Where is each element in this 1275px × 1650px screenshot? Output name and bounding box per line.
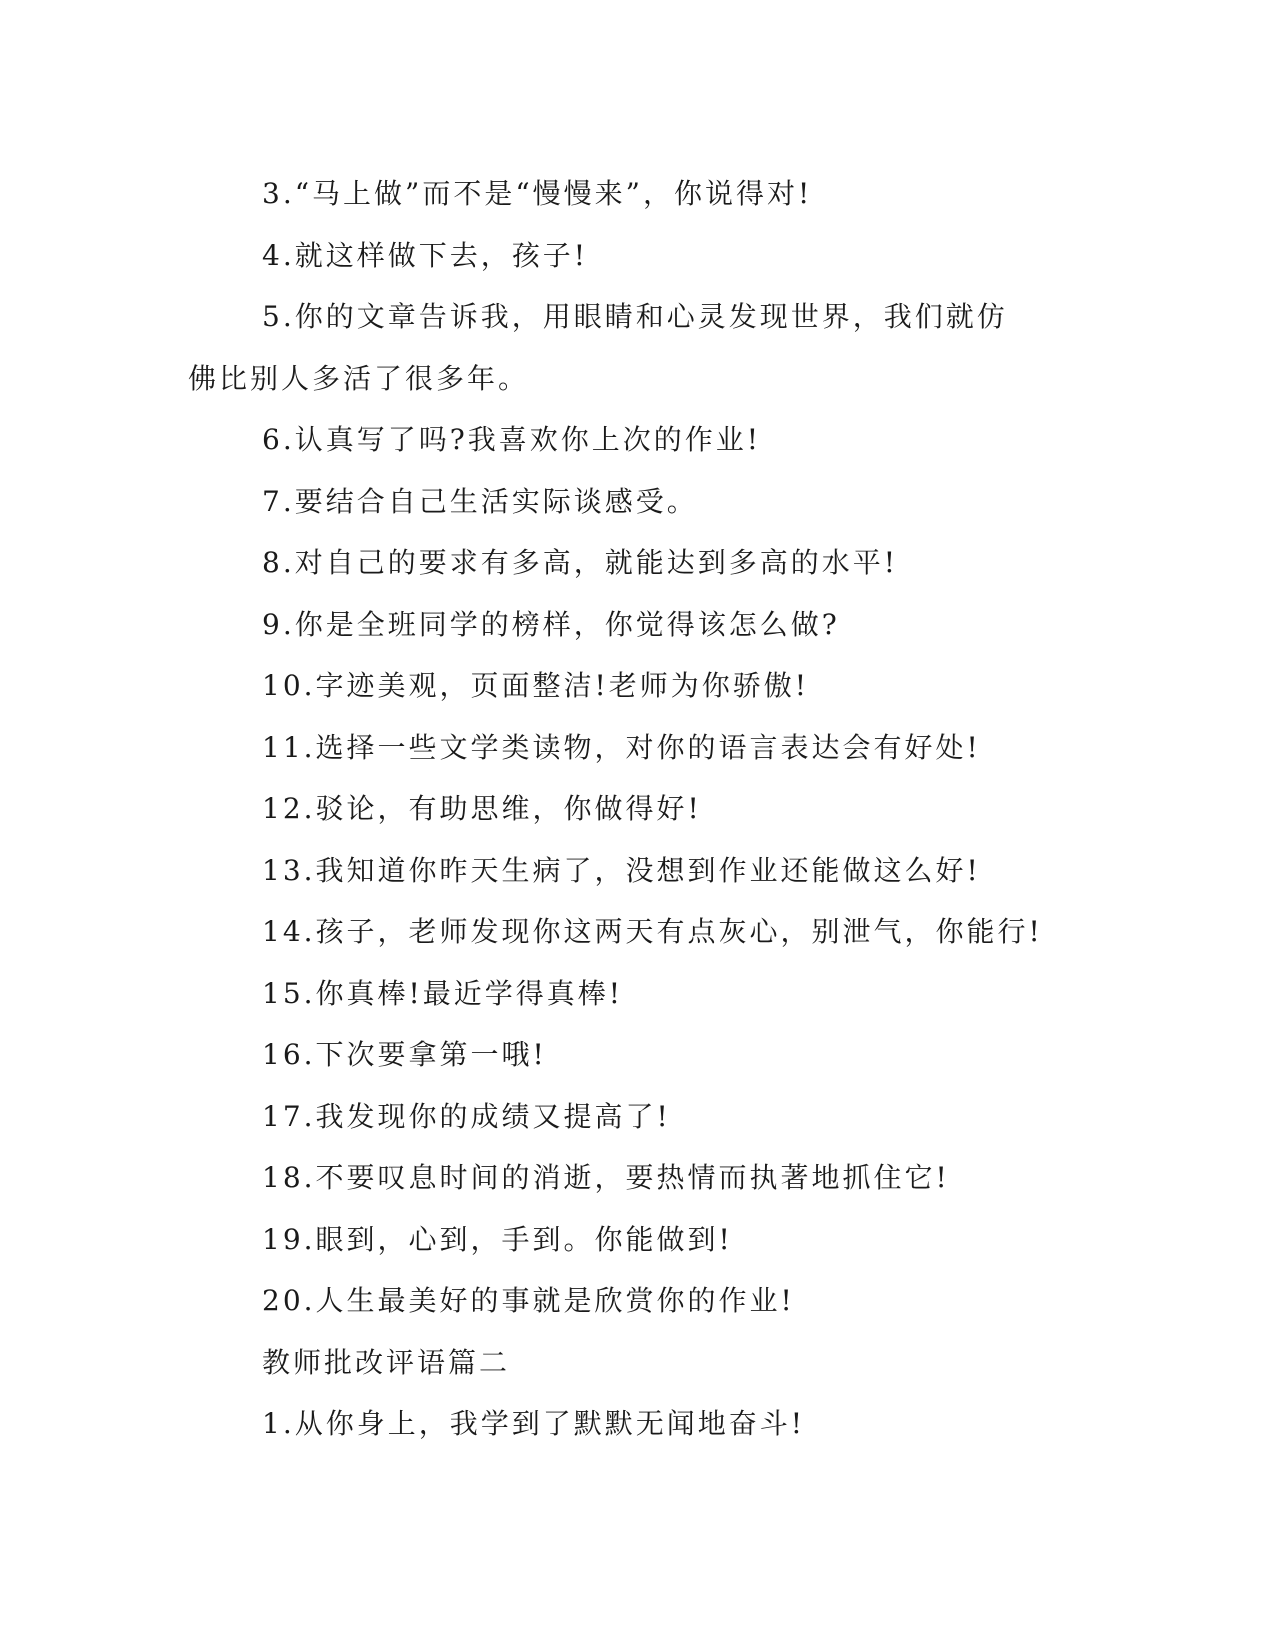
- paragraph-15: 15.你真棒!最近学得真棒!: [262, 976, 624, 1010]
- paragraph-19: 19.眼到，心到，手到。你能做到!: [262, 1222, 733, 1256]
- paragraph-7: 7.要结合自己生活实际谈感受。: [262, 484, 698, 518]
- paragraph-3: 3.“马上做”而不是“慢慢来”，你说得对!: [262, 177, 813, 210]
- paragraph-18: 18.不要叹息时间的消逝，要热情而执著地抓住它!: [262, 1161, 950, 1194]
- paragraph-13: 13.我知道你昨天生病了，没想到作业还能做这么好!: [262, 853, 981, 887]
- paragraph-9: 9.你是全班同学的榜样，你觉得该怎么做?: [262, 607, 840, 641]
- section-heading: 教师批改评语篇二: [262, 1345, 511, 1379]
- paragraph-4: 4.就这样做下去，孩子!: [262, 238, 588, 272]
- paragraph-6: 6.认真写了吗?我喜欢你上次的作业!: [262, 423, 761, 456]
- paragraph-10: 10.字迹美观，页面整洁!老师为你骄傲!: [262, 669, 810, 702]
- section-paragraph-1: 1.从你身上，我学到了默默无闻地奋斗!: [262, 1407, 805, 1440]
- document-body: [188, 163, 1068, 1455]
- paragraph-11: 11.选择一些文学类读物，对你的语言表达会有好处!: [262, 730, 981, 764]
- paragraph-12: 12.驳论，有助思维，你做得好!: [262, 792, 702, 825]
- paragraph-20: 20.人生最美好的事就是欣赏你的作业!: [262, 1284, 795, 1317]
- paragraph-17: 17.我发现你的成绩又提高了!: [262, 1099, 671, 1133]
- paragraph-14: 14.孩子，老师发现你这两天有点灰心，别泄气，你能行!: [262, 915, 1043, 948]
- paragraph-8: 8.对自己的要求有多高，就能达到多高的水平!: [262, 546, 898, 579]
- paragraph-5: 5.你的文章告诉我，用眼睛和心灵发现世界，我们就仿佛比别人多活了很多年。: [188, 300, 1008, 395]
- paragraph-16: 16.下次要拿第一哦!: [262, 1038, 547, 1071]
